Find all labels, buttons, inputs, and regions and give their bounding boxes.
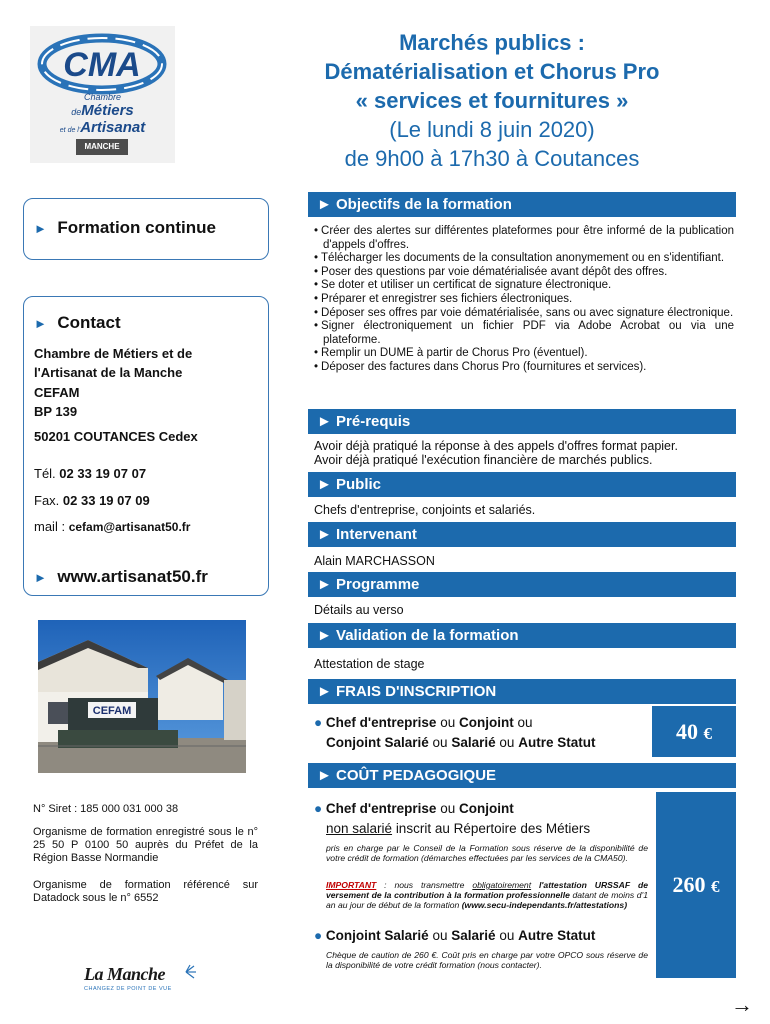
section-intervenant-label: Intervenant (336, 526, 417, 543)
cefam-building-photo (38, 620, 246, 773)
intervenant-text: Alain MARCHASSON (314, 554, 435, 568)
frais-price-box (652, 706, 736, 757)
public-text: Chefs d'entreprise, conjoints et salariés. (314, 503, 536, 517)
cma-emblem-icon (30, 26, 175, 96)
cout-ou: ou (499, 928, 515, 943)
organisme-registration: Organisme de formation enregistré sous le n° 25 50 P 0100 50 auprès du Préfet de la Région Basse Normandie (33, 826, 258, 864)
important-label: IMPORTANT (326, 880, 377, 890)
frais-currency: € (703, 724, 712, 743)
section-objectifs-label: Objectifs de la formation (336, 196, 512, 213)
section-prerequis: ► Pré-requis (308, 409, 736, 434)
section-public-label: Public (336, 476, 382, 493)
cout-price-box (656, 792, 736, 978)
cout-word: Conjoint Salarié (325, 928, 429, 943)
bullet-icon: ● (314, 715, 323, 730)
objectifs-list (314, 225, 734, 375)
website-row (34, 567, 208, 587)
list-item: • Poser des questions par voie dématérialisée avant dépôt des offres. (314, 266, 734, 280)
frais-word: Chef d'entreprise (325, 715, 437, 730)
cout-beneficiaires-2 (314, 926, 595, 946)
section-frais: ► FRAIS D'INSCRIPTION (308, 679, 736, 704)
frais-ou: ou (432, 735, 448, 750)
datadock-reference: Organisme de formation référencé sur Datadock sous le n° 6552 (33, 879, 258, 904)
website-link[interactable]: www.artisanat50.fr (57, 567, 208, 586)
section-programme-label: Programme (336, 576, 420, 593)
frais-word: Autre Statut (518, 735, 596, 750)
section-validation: ► Validation de la formation (308, 623, 736, 648)
important-text: : nous transmettre (376, 880, 473, 890)
triangle-right-icon: ► (34, 221, 47, 236)
logo-line1: Chambre (83, 92, 121, 102)
cma-letters: CMA (63, 46, 141, 84)
contact-bp: BP 139 (34, 404, 78, 419)
triangle-right-icon: ► (34, 570, 47, 585)
siret: N° Siret : 185 000 031 000 38 (33, 803, 179, 815)
contact-tel (34, 466, 146, 481)
section-objectifs: ► Objectifs de la formation (308, 192, 736, 217)
frais-price: 40 (676, 719, 698, 744)
section-public: ► Public (308, 472, 736, 497)
mail-label: mail : (34, 519, 66, 534)
cout-important-note (326, 880, 648, 910)
important-url[interactable]: (www.secu-independants.fr/attestations) (461, 900, 628, 910)
list-item: • Créer des alertes sur différentes plateformes pour être informé de la publication d'appels d'offres. (314, 225, 734, 252)
logo-dept: MANCHE (76, 139, 128, 155)
contact-heading (34, 313, 121, 333)
cout-word: Chef d'entreprise (325, 801, 437, 816)
prerequis-line2: Avoir déjà pratiqué l'exécution financière de marchés publics. (314, 453, 653, 467)
header-time-place: de 9h00 à 17h30 à Coutances (344, 146, 640, 171)
tel-label: Tél. (34, 466, 56, 481)
la-manche-wordmark: La Manche (84, 964, 165, 984)
section-prerequis-label: Pré-requis (336, 413, 411, 430)
list-item: • Signer électroniquement un fichier PDF via Adobe Acrobat ou via une plateforme. (314, 320, 734, 347)
cout-ou: ou (440, 801, 456, 816)
cout-beneficiaires-1 (314, 799, 590, 839)
sunburst-icon (184, 964, 198, 980)
list-item: • Préparer et enregistrer ses fichiers électroniques. (314, 293, 734, 307)
frais-ou: ou (440, 715, 456, 730)
logo-line3-word: Artisanat (80, 119, 146, 136)
important-obligatoire: obligatoirement (472, 880, 532, 890)
frais-beneficiaires (314, 713, 595, 753)
contact-box (23, 296, 269, 596)
triangle-right-icon: ► (34, 316, 47, 331)
cout-price: 260 (672, 872, 706, 897)
la-manche-logo (84, 964, 172, 992)
contact-org-line3: CEFAM (34, 385, 80, 400)
frais-word: Salarié (451, 735, 496, 750)
contact-city: 50201 COUTANCES Cedex (34, 429, 198, 444)
list-item: • Remplir un DUME à partir de Chorus Pro (éventuel). (314, 347, 734, 361)
fax-label: Fax. (34, 493, 60, 508)
contact-org-line2: l'Artisanat de la Manche (34, 365, 183, 380)
cout-currency: € (711, 877, 720, 896)
contact-fax (34, 493, 150, 508)
page-header (222, 28, 762, 173)
frais-ou: ou (517, 715, 533, 730)
validation-text: Attestation de stage (314, 657, 425, 671)
formation-continue-box (23, 198, 269, 260)
bullet-icon: ● (314, 801, 323, 816)
frais-ou: ou (499, 735, 515, 750)
frais-word: Conjoint (458, 715, 514, 730)
next-page-arrow-icon[interactable]: → (731, 992, 753, 1017)
la-manche-tagline: CHANGEZ DE POINT DE VUE (84, 986, 172, 992)
cout-note-caution: Chèque de caution de 260 €. Coût pris en charge par votre OPCO sous réserve de la disponibilité de votre crédit formation (nous contacter). (326, 950, 648, 970)
logo-line2 (30, 102, 175, 119)
list-item: • Télécharger les documents de la consultation anonymement ou en s'identifiant. (314, 252, 734, 266)
logo-line2-word: Métiers (81, 102, 134, 119)
programme-text: Détails au verso (314, 603, 404, 617)
section-cout-label: COÛT PEDAGOGIQUE (336, 767, 497, 784)
tel-number[interactable]: 02 33 19 07 07 (59, 466, 147, 481)
logo-line2-prefix: de (71, 107, 82, 117)
list-item: • Déposer des factures dans Chorus Pro (fournitures et services). (314, 361, 734, 375)
formation-continue-label: Formation continue (57, 218, 216, 237)
header-date: (Le lundi 8 juin 2020) (389, 117, 595, 142)
contact-mail (34, 519, 190, 534)
cout-word: Salarié (451, 928, 496, 943)
section-cout: ► COÛT PEDAGOGIQUE (308, 763, 736, 788)
cout-word: Autre Statut (518, 928, 596, 943)
building-photo-image (38, 620, 246, 773)
header-line1: Marchés publics : (399, 30, 585, 55)
important-attestation: l'attestation URSSAF de versement de la contribution à la formation professionnelle (326, 880, 648, 900)
section-frais-label: FRAIS D'INSCRIPTION (336, 683, 497, 700)
cout-rest: inscrit au Répertoire des Métiers (395, 821, 591, 836)
cout-ou: ou (432, 928, 448, 943)
frais-word: Conjoint Salarié (326, 735, 429, 750)
photo-sign-text: CEFAM (92, 705, 132, 717)
section-validation-label: Validation de la formation (336, 627, 519, 644)
formation-continue-heading (34, 218, 216, 238)
header-line3: « services et fournitures » (355, 88, 629, 113)
prerequis-line1: Avoir déjà pratiqué la réponse à des appels d'offres format papier. (314, 439, 678, 453)
logo-line3-prefix: et de l' (59, 127, 81, 134)
fax-number: 02 33 19 07 09 (62, 493, 150, 508)
cma-logo (30, 26, 175, 163)
mail-link[interactable]: cefam@artisanat50.fr (68, 520, 191, 534)
list-item: • Se doter et utiliser un certificat de signature électronique. (314, 279, 734, 293)
contact-org-line1: Chambre de Métiers et de (34, 346, 193, 361)
cout-word: Conjoint (458, 801, 514, 816)
bullet-icon: ● (314, 928, 323, 943)
cout-note-prise-en-charge: pris en charge par le Conseil de la Formation sous réserve de la disponibilité de votre crédit de formation (démarches effectuées par les services de la CMA50). (326, 843, 648, 863)
important-text: datant de moins d'1 an au jour de début de la formation (326, 890, 648, 910)
header-line2: Dématérialisation et Chorus Pro (324, 59, 660, 84)
section-programme: ► Programme (308, 572, 736, 597)
cout-non-salarie: non salarié (326, 821, 393, 836)
logo-line3 (30, 119, 175, 136)
section-intervenant: ► Intervenant (308, 522, 736, 547)
list-item: • Déposer ses offres par voie dématérialisée, sans ou avec signature électronique. (314, 307, 734, 321)
contact-title: Contact (57, 313, 121, 332)
